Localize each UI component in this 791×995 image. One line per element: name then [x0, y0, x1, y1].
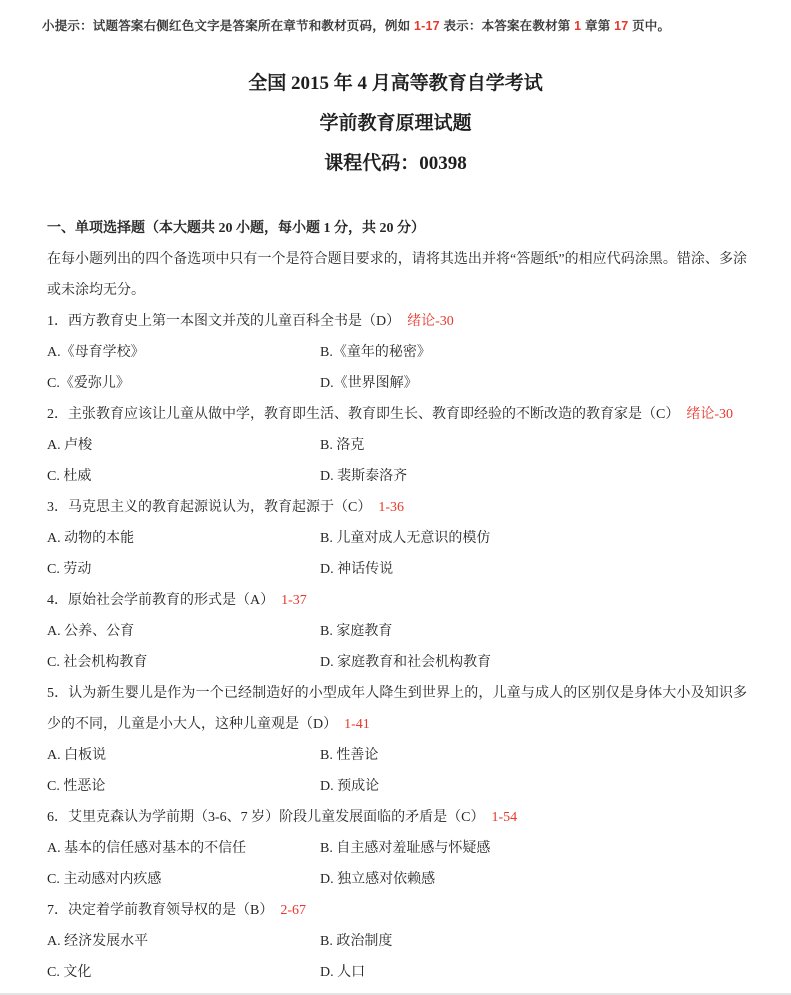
question-options: [47, 740, 747, 802]
option-a: A.《母育学校》: [47, 345, 145, 360]
answer-ref: 1-41: [344, 717, 370, 732]
question-stem: [47, 678, 747, 740]
answer-ref: 绪论-30: [686, 407, 734, 422]
exam-body: [0, 184, 791, 988]
option-d: D. 家庭教育和社会机构教育: [320, 655, 492, 670]
option-c: C. 劳动: [47, 562, 92, 577]
option-c: C. 文化: [47, 965, 92, 980]
hint-text: 页中。: [628, 19, 671, 33]
question-stem: [47, 802, 747, 833]
answer-ref: 绪论-30: [407, 314, 454, 329]
question-options: [47, 833, 747, 895]
question-stem: [47, 895, 747, 926]
question-3: [47, 492, 747, 585]
section-instruction: 在每小题列出的四个备选项中只有一个是符合题目要求的，请将其选出并将“答题纸”的相应代码涂黑。错涂、多涂或未涂均无分。: [47, 252, 747, 298]
hint-page-number: 17: [614, 19, 629, 33]
question-2: [47, 399, 747, 492]
option-b: B. 洛克: [320, 438, 365, 453]
option-d: D. 预成论: [320, 779, 380, 794]
hint-line: [0, 0, 791, 34]
question-1: [47, 306, 747, 399]
question-options: [47, 616, 747, 678]
stem-text: 6．艾里克森认为学前期（3-6、7 岁）阶段儿童发展面临的矛盾是（C）: [47, 810, 485, 825]
stem-text: 2．主张教育应该让儿童从做中学，教育即生活、教育即生长、教育即经验的不断改造的教育家是（C）: [47, 407, 680, 422]
option-a: A. 卢梭: [47, 438, 93, 453]
option-c: C. 社会机构教育: [47, 655, 148, 670]
question-5: [47, 678, 747, 802]
option-b: B. 性善论: [320, 748, 379, 763]
answer-ref: 1-37: [281, 593, 307, 608]
option-b: B. 自主感对羞耻感与怀疑感: [320, 841, 491, 856]
question-4: [47, 585, 747, 678]
answer-ref: 1-36: [378, 500, 405, 515]
hint-text: 小提示：试题答案右侧红色文字是答案所在章节和教材页码，例如: [42, 19, 414, 33]
option-b: B. 儿童对成人无意识的模仿: [320, 531, 491, 546]
option-c: C.《爱弥儿》: [47, 376, 130, 391]
hint-example-ref: 1-17: [413, 19, 440, 33]
option-a: A. 白板说: [47, 748, 107, 763]
option-b: B.《童年的秘密》: [320, 345, 431, 360]
exam-title: 全国 2015 年 4 月高等教育自学考试: [248, 73, 543, 94]
course-code: 课程代码：00398: [324, 153, 467, 174]
option-d: D. 人口: [320, 965, 366, 980]
question-stem: [47, 585, 747, 616]
option-b: B. 家庭教育: [320, 624, 393, 639]
option-c: C. 性恶论: [47, 779, 106, 794]
option-a: A. 基本的信任感对基本的不信任: [47, 841, 247, 856]
option-c: C. 杜威: [47, 469, 92, 484]
question-7: [47, 895, 747, 988]
hint-text: 章第: [581, 19, 615, 33]
question-stem: [47, 492, 747, 523]
option-a: A. 公养、公育: [47, 624, 135, 639]
answer-ref: 2-67: [280, 903, 307, 918]
question-options: [47, 430, 747, 492]
question-stem: [47, 399, 747, 430]
title-block: [0, 34, 791, 184]
option-a: A. 动物的本能: [47, 531, 135, 546]
stem-text: 4．原始社会学前教育的形式是（A）: [47, 593, 275, 608]
hint-chapter-number: 1: [574, 19, 582, 33]
section-heading: 一、单项选择题（本大题共 20 小题，每小题 1 分，共 20 分）: [47, 221, 425, 236]
stem-text: 1．西方教育史上第一本图文并茂的儿童百科全书是（D）: [47, 314, 401, 329]
option-d: D. 神话传说: [320, 562, 394, 577]
option-c: C. 主动感对内疚感: [47, 872, 162, 887]
option-d: D. 裴斯泰洛齐: [320, 469, 408, 484]
question-options: [47, 926, 747, 988]
hint-text: 表示：本答案在教材第: [439, 19, 575, 33]
question-options: [47, 337, 747, 399]
stem-text: 3．马克思主义的教育起源说认为，教育起源于（C）: [47, 500, 372, 515]
option-a: A. 经济发展水平: [47, 934, 149, 949]
question-options: [47, 523, 747, 585]
question-6: [47, 802, 747, 895]
stem-text: 7．决定着学前教育领导权的是（B）: [47, 903, 274, 918]
option-d: D. 独立感对依赖感: [320, 872, 436, 887]
answer-ref: 1-54: [491, 810, 518, 825]
option-b: B. 政治制度: [320, 934, 393, 949]
question-stem: [47, 306, 747, 337]
option-d: D.《世界图解》: [320, 376, 418, 391]
stem-text: 5．认为新生婴儿是作为一个已经制造好的小型成年人降生到世界上的，儿童与成人的区别仅是身体大小及知识多少的不同，儿童是小大人，这种儿童观是（D）: [47, 686, 747, 732]
subject-title: 学前教育原理试题: [319, 113, 472, 134]
